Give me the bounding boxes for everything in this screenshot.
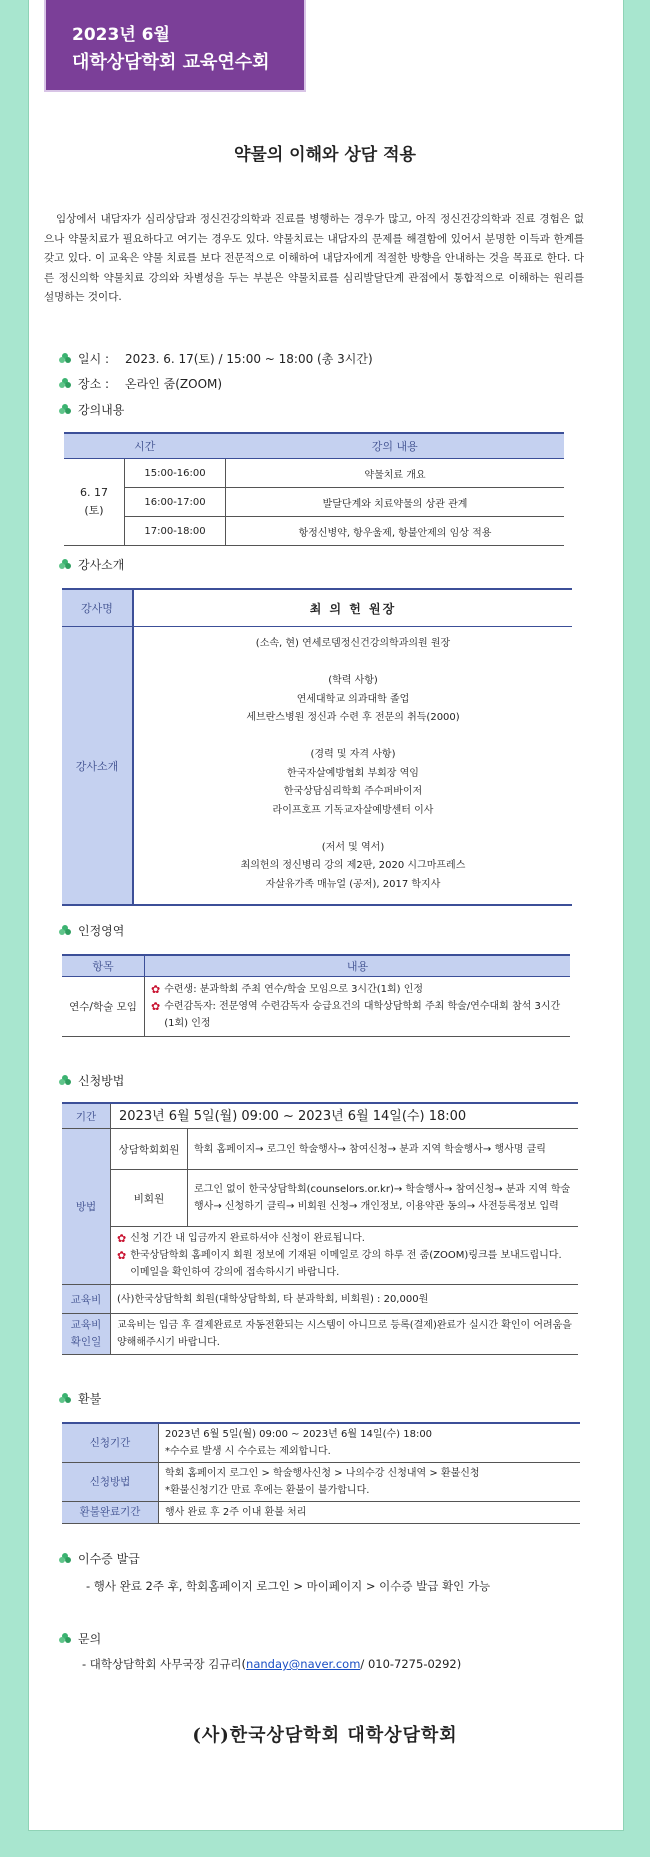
leaf-icon [58,403,72,417]
apply-note: 한국상담학회 홈페이지 회원 정보에 기재된 이메일로 강의 하루 전 줌(ZOOM)링크를 보내드립니다. 이메일을 확인하여 강의에 접속하시기 바랍니다. [130,1250,562,1278]
instructor-name-label: 강사명 [62,589,133,627]
bio-line: 라이프호프 기독교자살예방센터 이사 [272,804,434,816]
table-row [62,1463,580,1502]
schedule-time: 17:00-18:00 [125,517,226,546]
refund-method-note: *환불신청기간 만료 후에는 환불이 불가합니다. [165,1485,370,1496]
refund-period-label: 신청기간 [62,1423,159,1463]
table-row [62,1314,578,1355]
flower-icon: ✿ [151,983,161,996]
header-line2: 대학상담학회 교육연수회 [72,52,270,73]
refund-period-note: *수수료 발생 시 수수료는 제외합니다. [165,1446,331,1457]
bio-line: 한국상담심리학회 주수퍼바이저 [283,786,423,797]
flower-icon: ✿ [151,1000,161,1013]
refund-done: 행사 완료 후 2주 이내 환불 처리 [159,1502,581,1524]
place-label: 장소 : [78,377,110,391]
date-value: 2023. 6. 17(토) / 15:00 ~ 18:00 (총 3시간) [125,352,373,366]
instructor-table [62,588,572,906]
schedule-content: 발달단계와 치료약물의 상관 관계 [226,488,565,517]
table-row [62,1423,580,1463]
footer-organization: (사)한국상담학회 대학상담학회 [192,1725,458,1746]
credit-line: 수련생: 분과학회 주최 연수/학술 모임으로 3시간(1회) 인정 [164,984,424,995]
instructor-bio [133,627,572,906]
table-row [62,1227,578,1285]
info-place [58,375,222,392]
event-header [44,0,306,92]
instructor-name: 최 의 헌 원장 [133,589,572,627]
bio-line [134,654,572,673]
refund-method-text: 학회 홈페이지 로그인 > 학술행사신청 > 나의수강 신청내역 > 환불신청 [165,1468,480,1479]
date-label: 일시 : [78,352,110,366]
instructor-bio-label: 강사소개 [62,627,133,906]
flower-icon: ✿ [117,1232,127,1245]
apply-note: 신청 기간 내 입금까지 완료하셔야 신청이 완료됩니다. [130,1233,365,1244]
refund-done-label: 환불완료기간 [62,1502,159,1524]
schedule-table [64,432,564,546]
intro-paragraph: 임상에서 내담자가 심리상담과 정신건강의학과 진료를 병행하는 경우가 많고, 아직 정신건강의학과 진료 경험은 없으나 약물치료가 필요하다고 여기는 경우도 있다. 약물치료는 내담자의 문제를 해결함에 있어서 분명한 이득과 한계를 갖고 있다. 이 교육은 약물 치료를 보다 전문적으로 이해하여 내담자에게 적절한 방향을 안내하는 것을 목표로 한다. 다른 정신의학 약물치료 강의와 차별성을 두는 부분은 약물치료를 심리발달단계 관점에서 통합적으로 이해하는 원리를 설명하는 것이다. [44,213,584,303]
credit-table [62,954,570,1037]
leaf-icon [58,558,72,572]
apply-section [58,1072,124,1089]
table-row [62,1285,578,1314]
table-row [62,977,570,1037]
table-row [64,517,564,546]
schedule-content: 항정신병약, 항우울제, 항불안제의 임상 적용 [226,517,565,546]
leaf-icon [58,1074,72,1088]
table-row [62,1103,578,1129]
confirm-text: 교육비는 입금 후 결제완료로 자동전환되는 시스템이 아니므로 등록(결제)완료가 실시간 확인이 어려움을 양해해주시기 바랍니다. [111,1314,579,1355]
leaf-icon [58,1632,72,1646]
credit-col-content: 내용 [145,955,571,977]
contact-email-link[interactable]: nanday@naver.com [246,1657,361,1671]
credit-heading: 인정영역 [78,924,125,938]
leaf-icon [58,377,72,391]
confirm-label-line2: 확인일 [70,1336,102,1348]
refund-method-label: 신청방법 [62,1463,159,1502]
bio-line [134,728,572,747]
refund-heading: 환불 [78,1392,102,1406]
apply-heading: 신청방법 [78,1074,125,1088]
certificate-section [58,1550,140,1567]
leaf-icon [58,1552,72,1566]
schedule-content: 약물치료 개요 [226,459,565,488]
refund-period-text: 2023년 6월 5일(월) 09:00 ~ 2023년 6월 14일(수) 18:00 [165,1429,433,1440]
contact-section [58,1630,101,1647]
schedule-day [64,459,125,546]
apply-table [62,1102,578,1355]
leaf-icon [58,924,72,938]
confirm-label [62,1314,111,1355]
content-label: 강의내용 [78,403,125,417]
apply-notes [111,1227,579,1285]
instructor-heading: 강사소개 [78,558,125,572]
bio-line: (소속, 현) 연세로뎀정신건강의학과의원 원장 [255,638,451,649]
credit-col-item: 항목 [62,955,145,977]
schedule-col-content: 강의 내용 [226,433,565,459]
day-line2: (토) [84,504,104,517]
table-row [64,488,564,517]
instructor-section [58,556,124,573]
bio-line: (학력 사항) [328,675,378,686]
contact-prefix: - 대학상담학회 사무국장 김규리( [82,1657,247,1671]
refund-table [62,1422,580,1524]
bio-line [134,820,572,839]
flower-icon: ✿ [117,1249,127,1262]
table-row [64,459,564,488]
certificate-text: - 행사 완료 2주 후, 학회홈페이지 로그인 > 마이페이지 > 이수증 발급 확인 가능 [86,1579,491,1593]
page-title: 약물의 이해와 상담 적용 [234,145,416,165]
schedule-time: 16:00-17:00 [125,488,226,517]
place-value: 온라인 줌(ZOOM) [125,377,223,391]
nonmember-text: 로그인 없이 한국상담학회(counselors.or.kr)→ 학술행사→ 참여신청→ 분과 지역 학술행사→ 신청하기 클릭→ 비회원 신청→ 개인정보, 이용약관 동의→ 사전등록정보 입력 [188,1170,579,1227]
contact-heading: 문의 [78,1632,102,1646]
credit-item: 연수/학술 모임 [62,977,145,1037]
apply-period-label: 기간 [62,1103,111,1129]
info-content [58,401,124,418]
confirm-label-line1: 교육비 [70,1319,102,1331]
credit-line: 수련감독자: 전문영역 수련감독자 승급요건의 대학상담학회 주최 학술/연수대회 참석 3시간(1회) 인정 [164,1001,561,1029]
leaf-icon [58,352,72,366]
credit-section [58,922,124,939]
apply-method-label: 방법 [62,1129,111,1285]
leaf-icon [58,1392,72,1406]
bio-line: 최의헌의 정신병리 강의 제2판, 2020 시그마프레스 [240,860,466,871]
info-date [58,350,373,367]
day-line1: 6. 17 [80,486,108,499]
member-label: 상담학회회원 [111,1129,188,1170]
bio-line: 자살유가족 매뉴얼 (공저), 2017 학지사 [265,878,441,890]
refund-method [159,1463,581,1502]
certificate-heading: 이수증 발급 [78,1552,140,1566]
nonmember-label: 비회원 [111,1170,188,1227]
bio-line: 세브란스병원 정신과 수련 후 전문의 취득(2000) [246,712,460,723]
member-text: 학회 홈페이지→ 로그인 학술행사→ 참여신청→ 분과 지역 학술행사→ 행사명 클릭 [188,1129,579,1170]
table-row [62,1170,578,1227]
bio-line: (저서 및 역서) [321,841,385,853]
bio-line: (경력 및 자격 사항) [310,749,396,760]
contact-suffix: / 010-7275-0292) [360,1657,462,1671]
refund-period [159,1423,581,1463]
table-row [62,1502,580,1524]
bio-line: 연세대학교 의과대학 졸업 [296,693,410,705]
header-line1: 2023년 6월 [72,25,170,45]
schedule-col-time: 시간 [64,433,226,459]
table-row [62,1129,578,1170]
apply-period: 2023년 6월 5일(월) 09:00 ~ 2023년 6월 14일(수) 18:00 [111,1103,579,1129]
fee-label: 교육비 [62,1285,111,1314]
contact-line [82,1656,461,1672]
fee-text: (사)한국상담학회 회원(대학상담학회, 타 분과학회, 비회원) : 20,000원 [111,1285,579,1314]
bio-line: 한국자살예방협회 부회장 역임 [287,767,419,779]
refund-section [58,1390,101,1407]
schedule-time: 15:00-16:00 [125,459,226,488]
credit-content [145,977,571,1037]
